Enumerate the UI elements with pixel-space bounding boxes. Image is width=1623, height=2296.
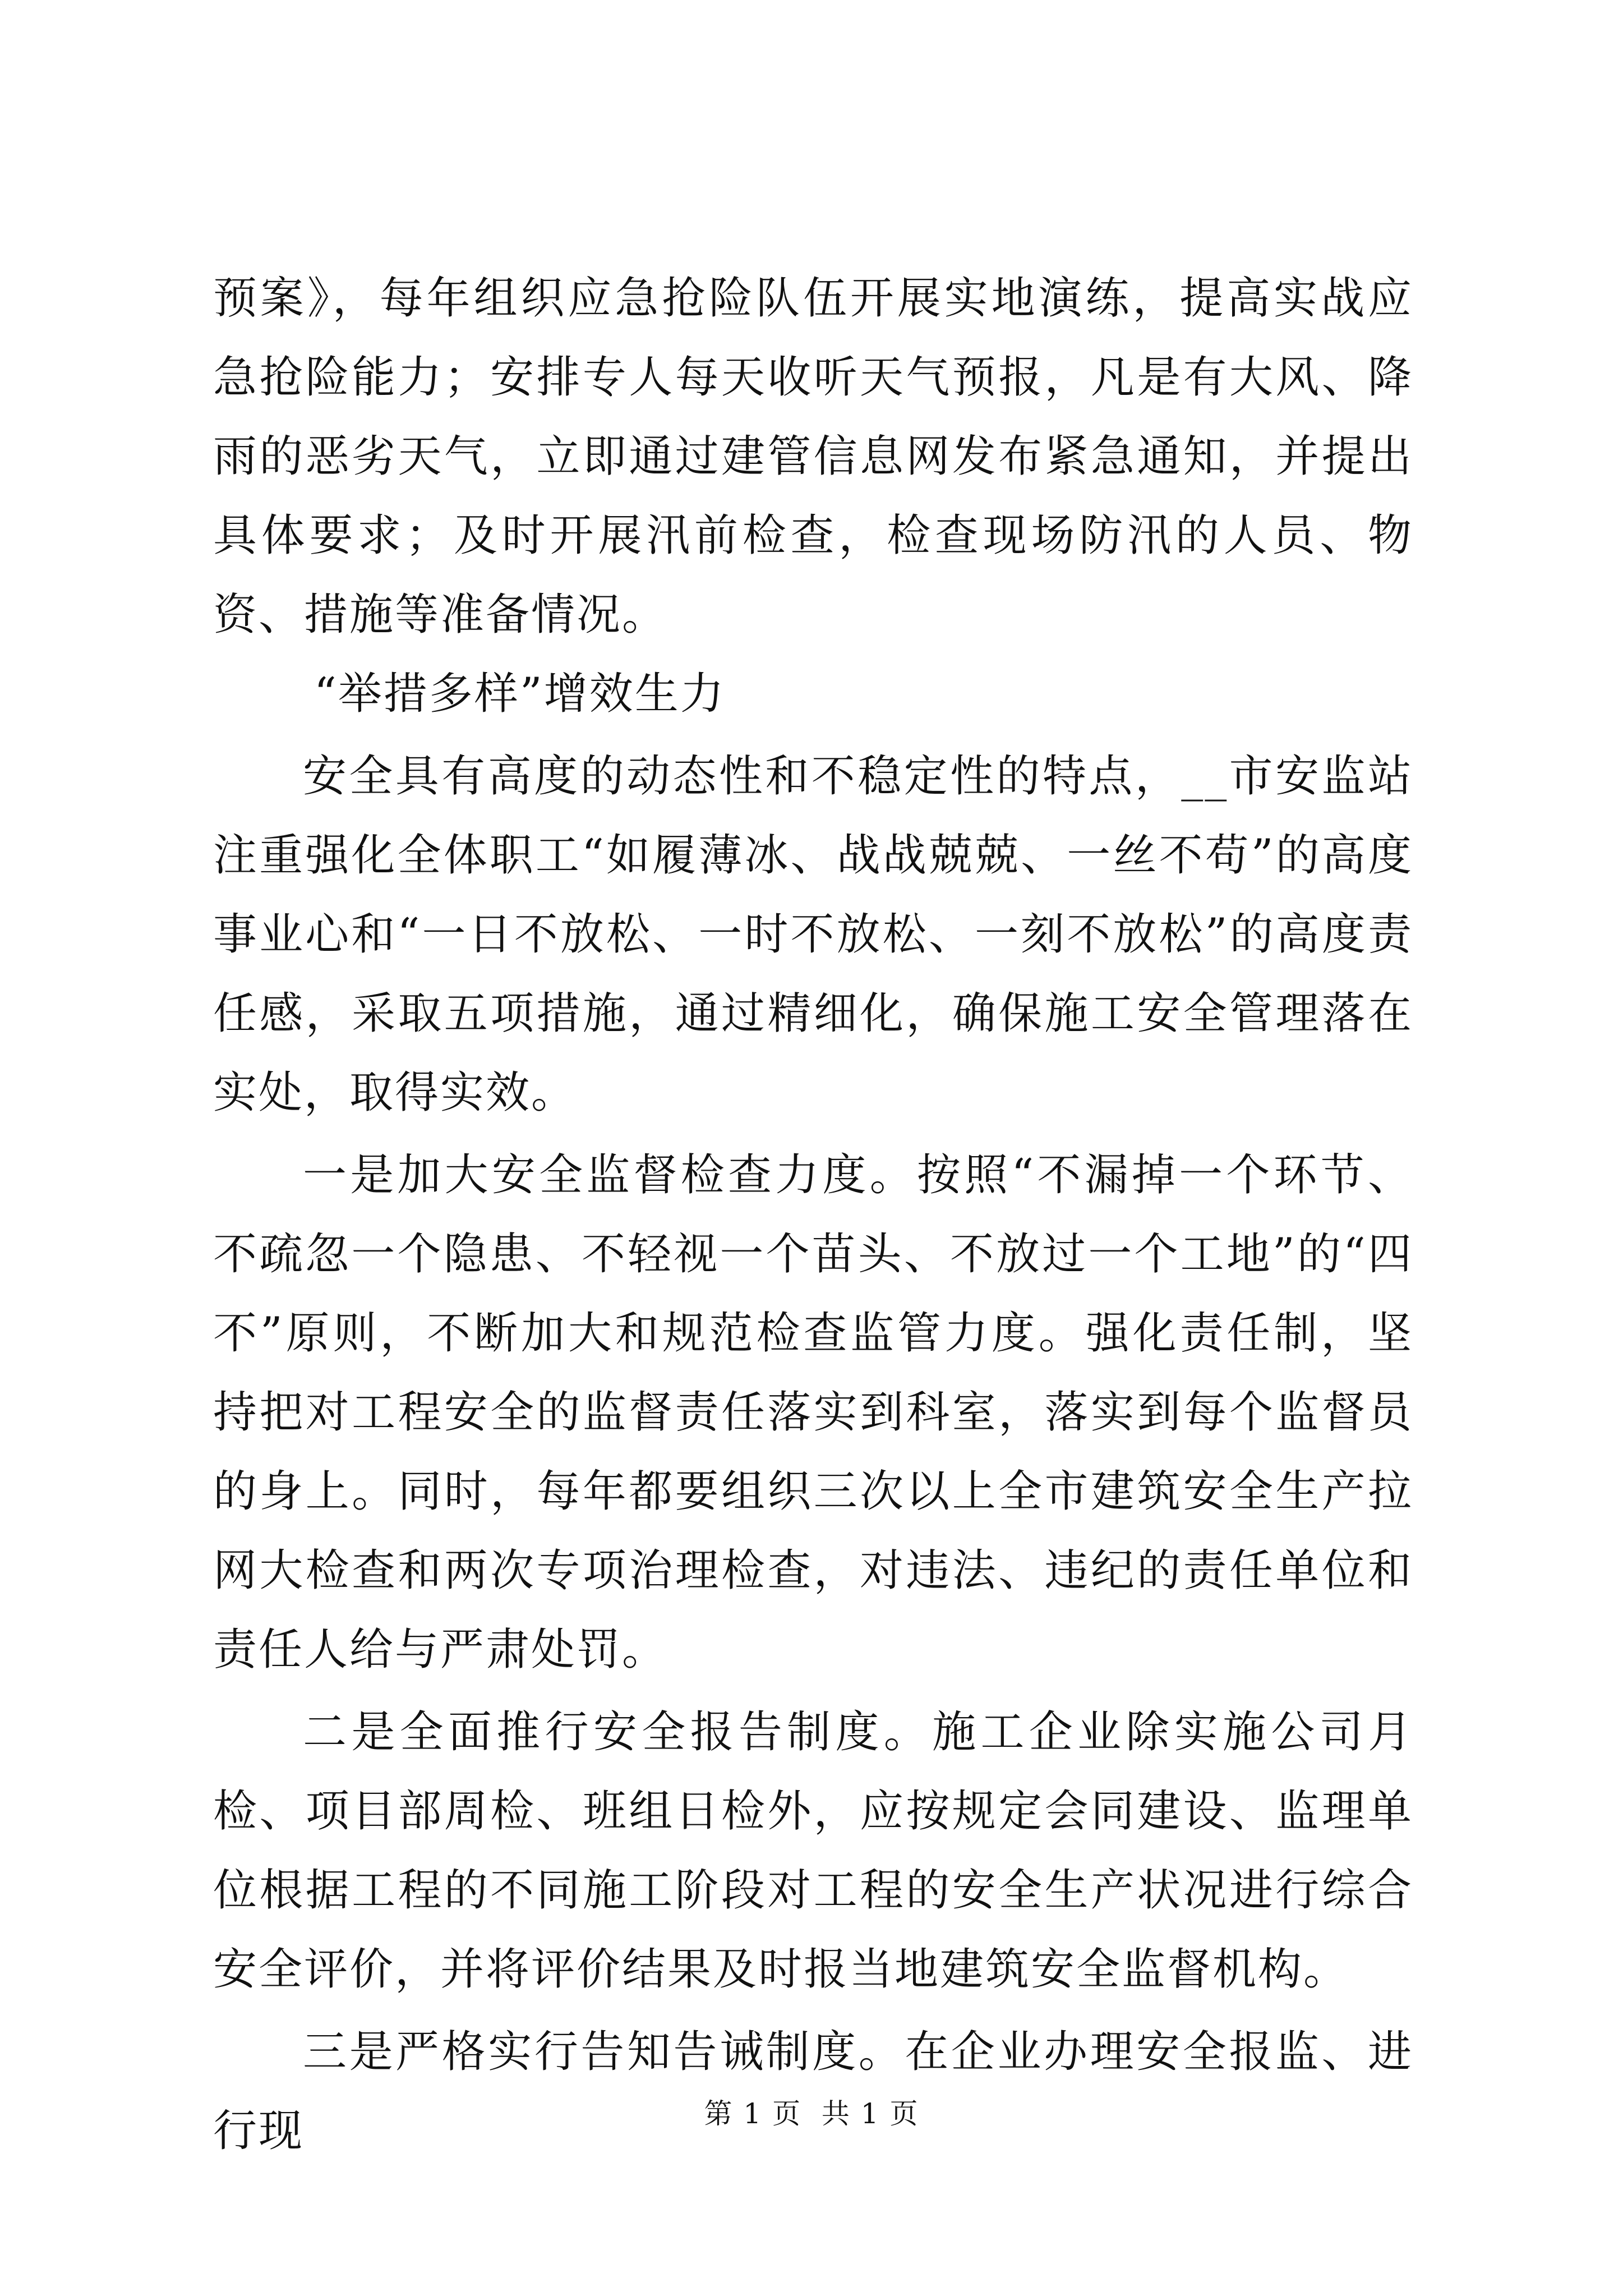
paragraph-intro: 安全具有高度的动态性和不稳定性的特点，__市安监站注重强化全体职工“如履薄冰、战战兢兢、一丝不苟”的高度事业心和“一日不放松、一时不放松、一刻不放松”的高度责任感，采取五项措施，通过精细化，确保施工安全管理落在实处，取得实效。 (213, 751, 1413, 1118)
paragraph-continuation: 预案》，每年组织应急抢险队伍开展实地演练，提高实战应急抢险能力；安排专人每天收听天气预报，凡是有大风、降雨的恶劣天气，立即通过建管信息网发布紧急通知，并提出具体要求；及时开展汛前检查，检查现场防汛的人员、物资、措施等准备情况。 (213, 273, 1413, 640)
page-footer (0, 2097, 1623, 2131)
page-number-label: 第 1 页 共 1 页 (704, 2097, 919, 2130)
paragraph-measure-2: 二是全面推行安全报告制度。施工企业除实施公司月检、项目部周检、班组日检外，应按规定会同建设、监理单位根据工程的不同施工阶段对工程的安全生产状况进行综合安全评价，并将评价结果及时报当地建筑安全监督机构。 (213, 1707, 1413, 1995)
paragraph-measure-3: 三是严格实行告知告诫制度。在企业办理安全报监、进行现 (213, 2027, 1413, 2156)
paragraph-measure-1: 一是加大安全监督检查力度。按照“不漏掉一个环节、不疏忽一个隐患、不轻视一个苗头、不放过一个工地”的“四不”原则，不断加大和规范检查监管力度。强化责任制，坚持把对工程安全的监督责任落实到科室，落实到每个监督员的身上。同时，每年都要组织三次以上全市建筑安全生产拉网大检查和两次专项治理检查，对违法、违纪的责任单位和责任人给与严肃处罚。 (213, 1150, 1413, 1675)
document-body (213, 259, 1413, 2171)
section-heading: “举措多样”增效生力 (314, 669, 726, 719)
